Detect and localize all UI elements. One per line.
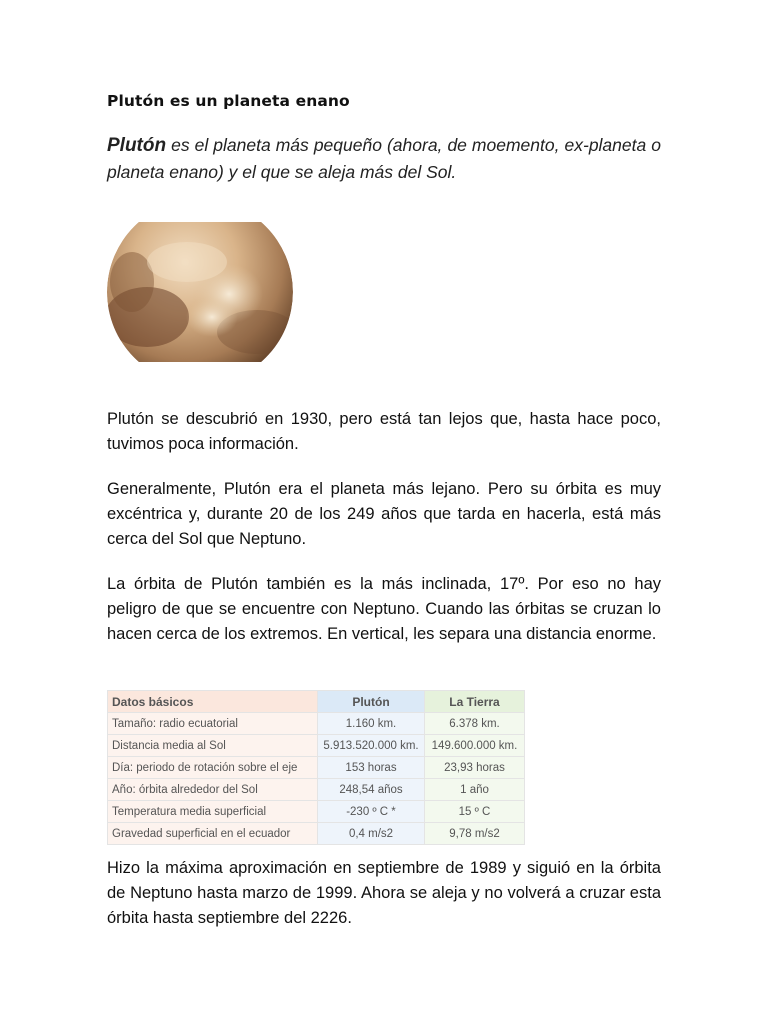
table-cell: 6.378 km. [425, 713, 525, 735]
pluto-image [107, 222, 297, 362]
table-row [108, 735, 525, 757]
table-cell: Temperatura media superficial [108, 801, 318, 823]
intro-lead-word: Plutón [107, 135, 167, 156]
table-cell: -230 º C * [318, 801, 425, 823]
table-cell: 5.913.520.000 km. [318, 735, 425, 757]
page-title: Plutón es un planeta enano [107, 92, 350, 110]
intro-paragraph [107, 132, 661, 185]
paragraph-discovery: Plutón se descubrió en 1930, pero está tan lejos que, hasta hace poco, tuvimos poca información. [107, 410, 661, 453]
pluto-illustration [107, 222, 297, 362]
table-cell: Día: periodo de rotación sobre el eje [108, 757, 318, 779]
table-row [108, 823, 525, 845]
paragraph-approach: Hizo la máxima aproximación en septiembre de 1989 y siguió en la órbita de Neptuno hasta marzo de 1999. Ahora se aleja y no volverá a cruzar esta órbita hasta septiembre del 2226. [107, 859, 661, 927]
table-row [108, 757, 525, 779]
table-cell: 1 año [425, 779, 525, 801]
table-cell: 149.600.000 km. [425, 735, 525, 757]
table-cell: 9,78 m/s2 [425, 823, 525, 845]
paragraph-orbit: Generalmente, Plutón era el planeta más lejano. Pero su órbita es muy excéntrica y, durante 20 de los 249 años que tarda en hacerla, está más cerca del Sol que Neptuno. [107, 480, 661, 548]
basic-data-table [107, 690, 525, 845]
table-header-cell: La Tierra [425, 691, 525, 713]
paragraph-inclination: La órbita de Plutón también es la más inclinada, 17º. Por eso no hay peligro de que se encuentre con Neptuno. Cuando las órbitas se cruzan lo hacen cerca de los extremos. En vertical, les separa una distancia enorme. [107, 575, 661, 643]
table-cell: Distancia media al Sol [108, 735, 318, 757]
table-cell: 1.160 km. [318, 713, 425, 735]
table-header-row [108, 691, 525, 713]
intro-text: es el planeta más pequeño (ahora, de moemento, ex-planeta o planeta enano) y el que se aleja más del Sol. [107, 135, 661, 182]
table-cell: 153 horas [318, 757, 425, 779]
table-cell: Tamaño: radio ecuatorial [108, 713, 318, 735]
table-cell: 248,54 años [318, 779, 425, 801]
table-cell: Gravedad superficial en el ecuador [108, 823, 318, 845]
table-cell: Año: órbita alrededor del Sol [108, 779, 318, 801]
table-cell: 0,4 m/s2 [318, 823, 425, 845]
table-row [108, 779, 525, 801]
table-cell: 23,93 horas [425, 757, 525, 779]
table-cell: 15 º C [425, 801, 525, 823]
table-row [108, 801, 525, 823]
table-header-cell: Datos básicos [108, 691, 318, 713]
table-row [108, 713, 525, 735]
table-header-cell: Plutón [318, 691, 425, 713]
